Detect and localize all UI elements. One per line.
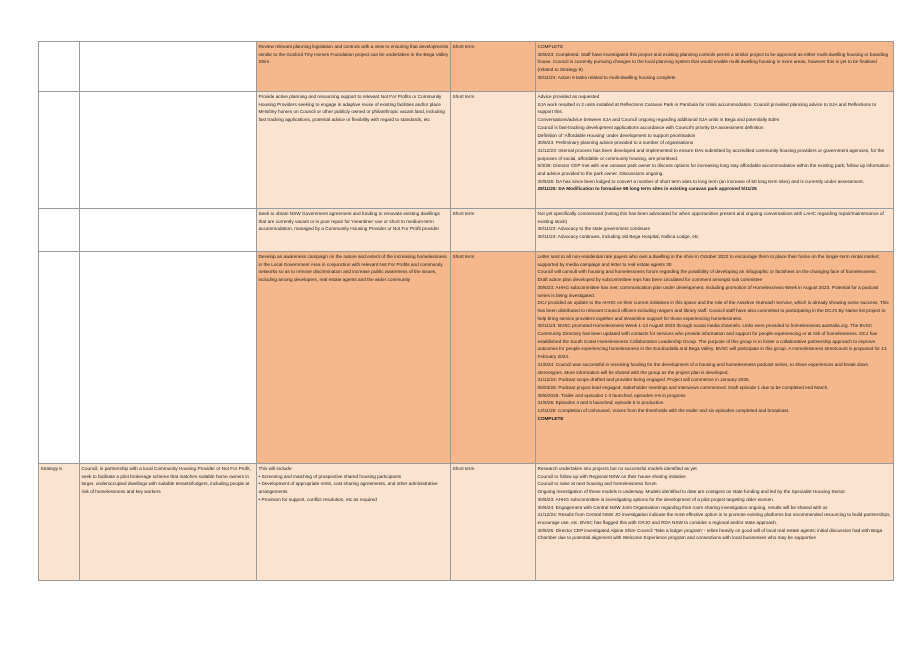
table-row — [39, 252, 894, 464]
action-plan-table — [38, 41, 894, 581]
timeframe-cell: Short term — [451, 252, 536, 464]
status-line: 06/03/25: Podcast project lead engaged; stakeholder meetings and interviews commenced. Draft episode 1 due to be completed end March. — [537, 384, 829, 390]
table-row — [39, 209, 894, 252]
task-line: This will include: — [258, 466, 293, 471]
status-line: Definition of 'Affordable Housing' under development to support prioritisation — [537, 132, 696, 138]
status-cell — [536, 252, 894, 464]
strategy-cell — [39, 92, 80, 209]
status-line: 30/6/24: Engagement with Central NSW Joint Organisation regarding their room sharing investigation ongoing, results will be shared with us — [537, 504, 828, 510]
status-line: Council is fast-tracking development applications accordance with Council's priority DA assessment definition — [537, 124, 764, 130]
status-line-highlight: COMPLETE — [537, 415, 564, 421]
status-line: 30/5/25: DA has since been lodged to convert a number of short term sites to long term (an increase of 50 long term sites) and is currently under assessment. — [537, 178, 864, 184]
status-cell — [536, 464, 894, 581]
status-line: 30/6/23: Completed. Staff have investigated this project and existing planning controls permit a similar project to be approved as either multi-dwelling housing or boarding house. Council is currently pursuing changes to the local planning system that would enable multi-dwelling housing in more areas, however this is yet to be finalised (related to Strategy 9) — [537, 51, 889, 73]
action-cell — [80, 42, 257, 92]
status-line: Council to raise at next housing and homelessness forum — [537, 481, 657, 487]
status-line: 30/6/2025: Trailer and episodes 1-3 launched, episodes 4-6 in progress — [537, 392, 686, 398]
status-line: 30/11/23: BVSC promoted Homelessness Week 1-13 August 2023 through social media channels. Links were provided to homelessness australia.org. The BVSC Community Directory has been updated with contacts for services who provide information and support for people experiencing or at risk of homelessness. DCJ has established the South Coast Homelessness Collaboration Leadership Group. The purpose of this group is to foster a collaborative partnership approach to improve outcomes for people experiencing homelessness in the Eurobodalla and Bega Valley. BVSC will participate in this group. A Homelessness streetcount is proposed for 13 February 2024. — [537, 323, 887, 360]
status-line: 30/11/24: Advocacy continues, including old Bega Hospital, Nullica Lodge, etc — [537, 234, 699, 240]
action-cell: Council, in partnership with a local Community Housing Provider or Not For Profit, seek to facilitate a pilot brokerage scheme that matches suitable home owners in larger, underoccupied dwellings with suitable tenants/lodgers, including people at risk of homelessness and key workers — [80, 464, 257, 581]
status-line: Ongoing investigation of these models is underway. Models identified to date are contigent on state funding and led by the Specialist Housing Sector. — [537, 489, 846, 495]
status-cell — [536, 209, 894, 252]
timeframe-cell: Short term — [451, 464, 536, 581]
timeframe-cell: Short term — [451, 92, 536, 209]
status-line: 30/5/25: Director CEP investigated Alpine Shire Council 'Take a lodger program' - relies heavily on good will of local real estate agents; initial discussion had with Bega Chamber due to potential alignment with Welcome Experience program and connections with local businesses who may be supportive — [537, 527, 883, 541]
strategy-cell: Strategy 6 — [39, 464, 80, 581]
status-line: 30/6/23: AHHG subcommittee has met; communication plan under development, including promotion of Homelessness Week in August 2023. Potential for a podcast series is being investigated. — [537, 284, 879, 298]
strategy-cell — [39, 209, 80, 252]
action-cell — [80, 252, 257, 464]
timeframe-cell: Short term — [451, 42, 536, 92]
status-line: Letter sent to all non-residential rate payers who own a dwelling in the shire in October 2022 to encourage them to place their home on the longer-term rental market; supported by media campaign and letter to real estate agents 30 — [537, 254, 880, 267]
task-cell: Review relevant planning legislation and controls with a view to ensuring that developments similar to the Gosford Tiny Homes Foundation project can be undertaken in the Bega Valley Shire — [257, 42, 451, 92]
status-line: 30/6/23: AHHG subcommittee is investigating options for the development of a pilot project targeting older women. — [537, 496, 775, 502]
task-line: • Provision for support, conflict resolution, etc as required — [258, 496, 377, 502]
status-line: Council to follow up with Regional NSW on their house sharing initiative — [537, 473, 686, 479]
status-line: Research undertaken into projects but no successful models identified as yet — [537, 466, 697, 471]
status-line: 5/3/25: Director CEP met with one caravan park owner to discuss options for increasing long stay affordable accommodation within the existing park; follow up information and advice provided to the park owner. Discussions ongoing. — [537, 163, 890, 177]
status-line: 31/12/24: Podcast scope drafted and provider being engaged. Project will commence in January 2025. — [537, 377, 750, 383]
status-cell — [536, 92, 894, 209]
action-cell — [80, 92, 257, 209]
status-line: 13/11/25: Completion of Unhoused, Voices from the thresholds with the trailer and six episodes completed and broadcast. — [537, 408, 790, 414]
task-line: • Screening and matching of prospective shared housing participants — [258, 473, 402, 479]
status-line: Advice provided as requested — [537, 94, 600, 99]
status-line: Conversations/advice between SJA and Council ongoing regarding additional SJA units in Bega and potentially Eden — [537, 117, 780, 123]
status-line-highlight: 28/11/25: DA Modification to formalise 98 long term sites in existing caravan park approved 5/11/25 — [537, 186, 757, 192]
table-row — [39, 92, 894, 209]
status-line: Draft action plan developed by subcommittee reps has been circulated for comment amongst sub committee — [537, 277, 763, 283]
status-line: 30/11/24: Action 9 tasks related to multi-dwelling housing complete — [537, 74, 676, 80]
status-line: 31/8/25: Episodes 4 and 5 launched; episode 6 in production. — [537, 400, 665, 406]
status-line: DCJ provided an update to the AHHG on their current initiatives in this space and the role of the Assetive Outreach Service, which is already showing some success. This has been distributed to relevant Council officers including rangers and library staff. Council staff have also committed to participating in the DCJ's By Name list project to help bring service providers together and streamline support for those experiencing homelessness. — [537, 300, 889, 321]
status-line: Not yet specifically commenced (noting this has been advocated for when opportunities present and ongoing conversations with LAHC regarding repair/maintenance of existing stock) — [537, 211, 884, 224]
table-row — [39, 42, 894, 92]
task-cell — [257, 464, 451, 581]
status-line: 31/5/24: Council was successful in receiving funding for the development of a housing and homelessness podcast series, to share experiences and break down stereotypes. More information will be shared with the group as the project plan is developed. — [537, 361, 869, 375]
strategy-cell — [39, 42, 80, 92]
status-line: 30/11/23: Advocacy to the state government continues — [537, 226, 650, 232]
task-cell: Provide active planning and resourcing support to relevant Not For Profits or Community Housing Providers seeking to engage in adaptive reuse of existing facilities and/or place MHs/tiny homes on Council or other publicly owned or philanthropic vacant land, including fast tracking applications, potential advice or flexibility with regard to standards, etc — [257, 92, 451, 209]
status-line: SJA work resulted in 2 units installed at Reflections Caravan Park in Pambula for crisis accommodation. Council provided planning advice to SJA and Reflections to support this. — [537, 101, 877, 115]
task-cell: Seek to obtain NSW Government agreement and funding to renovate existing dwellings that are currently vacant or in poor repair for 'meantime' use or short to medium-term accommodation, managed by a Community Housing Provider or Not For Profit provider — [257, 209, 451, 252]
status-line: 31/12/23: Internal process has been developed and implemented to ensure DAs submitted by accredited community housing providers or government agencies, for the purposes of social, affordable or community housing, are prioritised. — [537, 147, 885, 161]
action-cell — [80, 209, 257, 252]
timeframe-cell: Short term — [451, 209, 536, 252]
status-line: 31/12/24: Results from Central NSW JO investigation indicate the most effective option is to promote existing platforms but recommended resourcing to build partnerships, encourage use, etc. BVSC has flagged this with CRJO and RDA NSW to consider a regional and/or state approach. — [537, 512, 891, 525]
strategy-cell — [39, 252, 80, 464]
status-line: Council will consult with housing and homelessness forum regarding the possibility of developing an infographic or factsheet on the changing face of homelessness — [537, 269, 876, 275]
task-cell: Develop an awareness campaign on the nature and extent of the increasing homelessness in the Local Government Area in conjunction with relevant Not For Profits and community networks so as to remove discrimination and increase public awareness of the issues, including among developers, real estate agents and the wider community — [257, 252, 451, 464]
status-line: 30/6/23: Preliminary planning advice provided to a number of organisations — [537, 140, 694, 146]
table-row — [39, 464, 894, 581]
status-cell — [536, 42, 894, 92]
status-line: COMPLETE — [537, 44, 564, 49]
task-line: • Development of appropriate rents, cost sharing agreements, and other administrative arrangements — [258, 481, 438, 495]
